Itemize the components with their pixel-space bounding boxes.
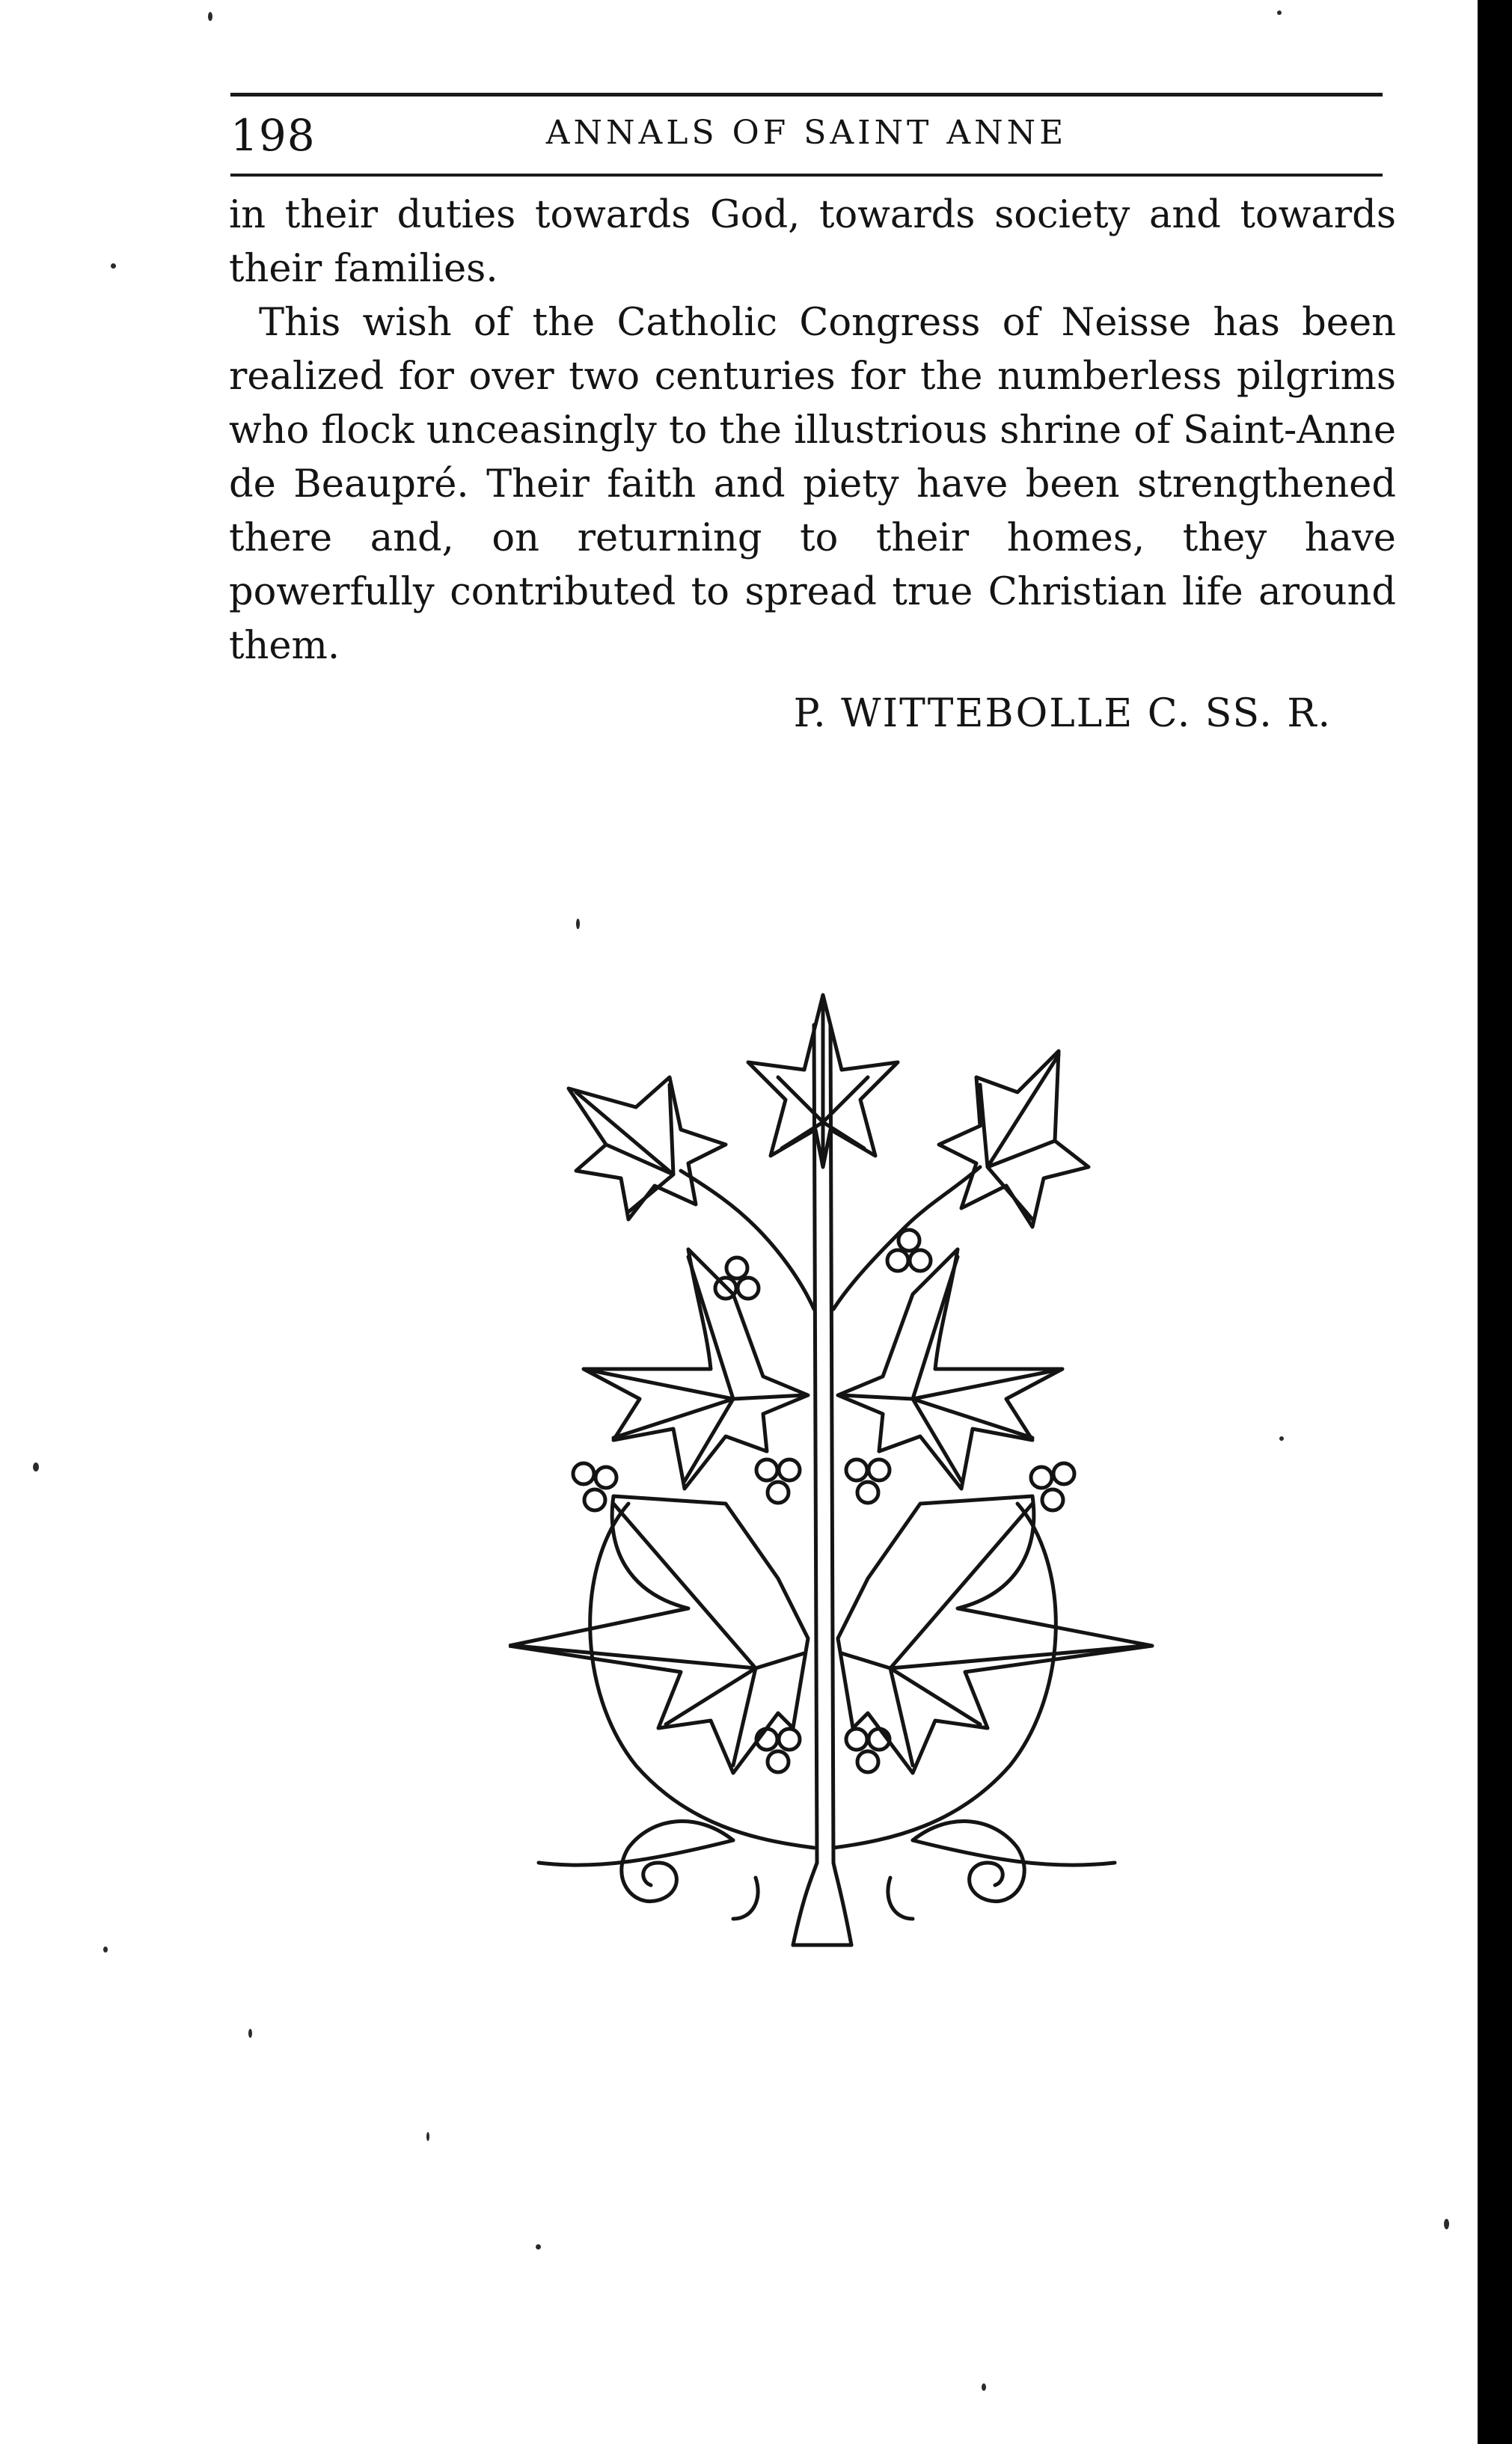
running-title: ANNALS OF SAINT ANNE (545, 114, 1068, 152)
scan-speck (536, 2244, 541, 2249)
scan-speck (111, 263, 116, 269)
header-rule-top (230, 93, 1383, 97)
page-number: 198 (230, 110, 316, 161)
header-rule-bottom (230, 174, 1383, 177)
author-signature: P. WITTEBOLLE C. SS. R. (793, 691, 1332, 736)
scan-speck (1444, 2219, 1449, 2229)
scan-speck (1277, 10, 1282, 15)
scan-speck (33, 1463, 39, 1471)
paragraph-2: This wish of the Catholic Congress of Neisse has been realized for over two centuries for the numberless pilgrims who flock unceasingly to the illustrious shrine of Saint-Anne de Beaupré. Their faith and piety have been strengthened there and, on returning to their homes, they have powerfully contributed to spread true Christian life around them. (229, 301, 1396, 668)
scan-speck (982, 2383, 986, 2391)
scan-speck (1279, 1436, 1284, 1441)
scan-speck (103, 1947, 108, 1953)
running-header (230, 106, 1383, 169)
paragraph-1: in their duties towards God, towards society and towards their families. (229, 193, 1396, 291)
scan-edge (1478, 0, 1512, 2444)
scan-speck (248, 2029, 252, 2038)
scan-speck (208, 12, 212, 21)
ivy-leaf-ornament-icon (509, 980, 1167, 1953)
scan-speck (426, 2132, 429, 2141)
body-text (229, 189, 1396, 673)
scan-speck (576, 919, 580, 929)
